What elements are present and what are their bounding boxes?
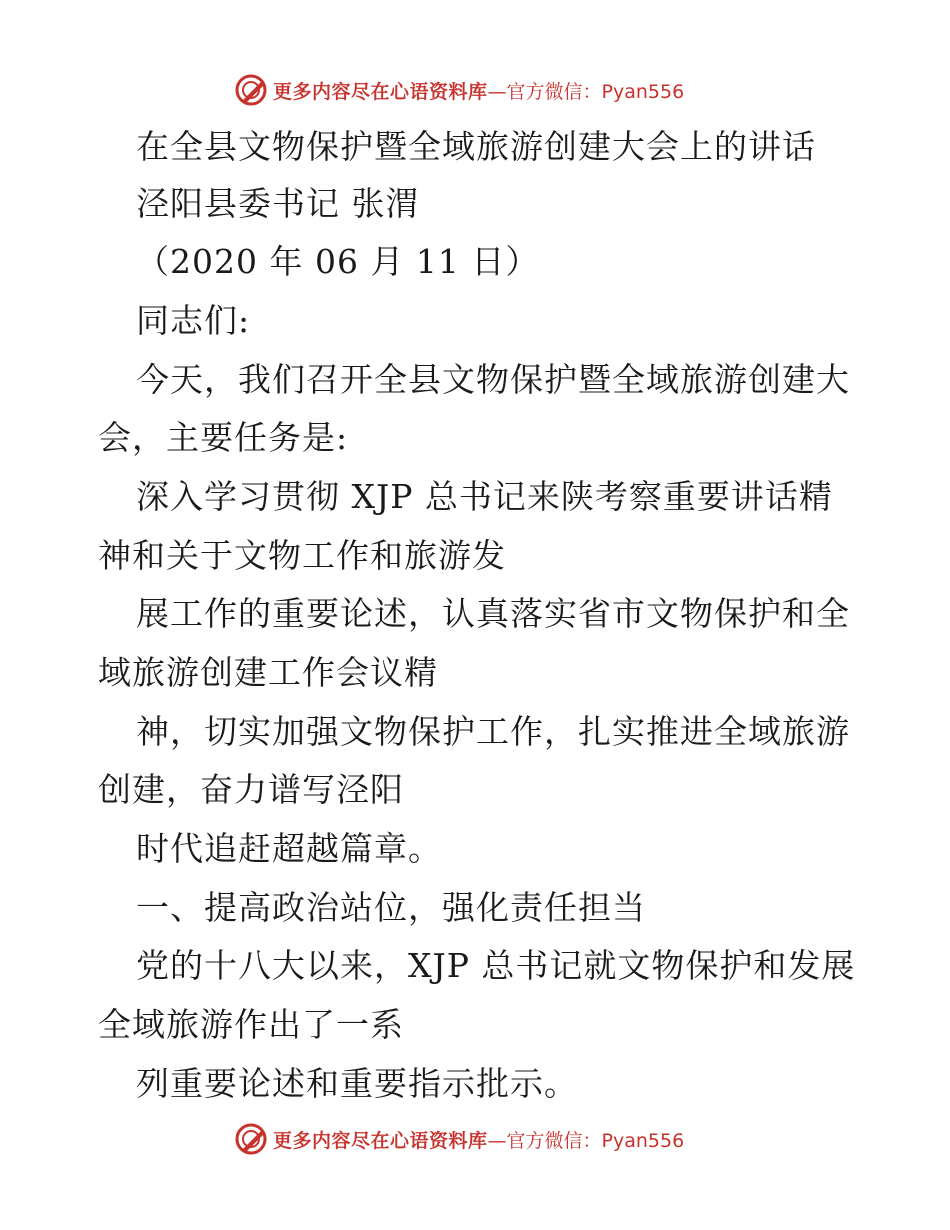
paragraph-line: 深入学习贯彻 XJP 总书记来陕考察重要讲话精 <box>136 477 833 516</box>
paragraph-line: 神和关于文物工作和旅游发 <box>98 536 506 575</box>
paragraph-line: 时代追赶超越篇章。 <box>136 829 442 868</box>
paragraph-line: 神，切实加强文物保护工作，扎实推进全域旅游 <box>136 712 850 751</box>
watermark-brand: 更多内容尽在心语资料库 <box>273 80 488 103</box>
paragraph-line: 域旅游创建工作会议精 <box>98 653 438 692</box>
watermark-brand: 更多内容尽在心语资料库 <box>273 1129 488 1152</box>
salutation: 同志们: <box>136 301 251 340</box>
date-line: （2020 年 06 月 11 日） <box>136 242 540 281</box>
paragraph-line: 会，主要任务是: <box>98 418 349 457</box>
section-heading: 一、提高政治站位，强化责任担当 <box>136 888 646 927</box>
pen-logo-icon <box>234 73 268 107</box>
watermark-contact: —官方微信：Pyan556 <box>487 80 685 103</box>
paragraph-line: 党的十八大以来，XJP 总书记就文物保护和发展 <box>136 946 856 985</box>
paragraph-line: 列重要论述和重要指示批示。 <box>136 1064 578 1103</box>
pen-logo-icon <box>234 1122 268 1156</box>
header-watermark <box>234 73 684 107</box>
footer-watermark <box>234 1122 684 1156</box>
speech-title: 在全县文物保护暨全域旅游创建大会上的讲话 <box>136 127 816 166</box>
paragraph-line: 今天，我们召开全县文物保护暨全域旅游创建大 <box>136 360 850 399</box>
paragraph-line: 全域旅游作出了一系 <box>98 1005 404 1044</box>
speaker-line: 泾阳县委书记 张渭 <box>136 184 420 223</box>
paragraph-line: 展工作的重要论述，认真落实省市文物保护和全 <box>136 594 850 633</box>
watermark-contact: —官方微信：Pyan556 <box>487 1129 685 1152</box>
paragraph-line: 创建，奋力谱写泾阳 <box>98 770 404 809</box>
